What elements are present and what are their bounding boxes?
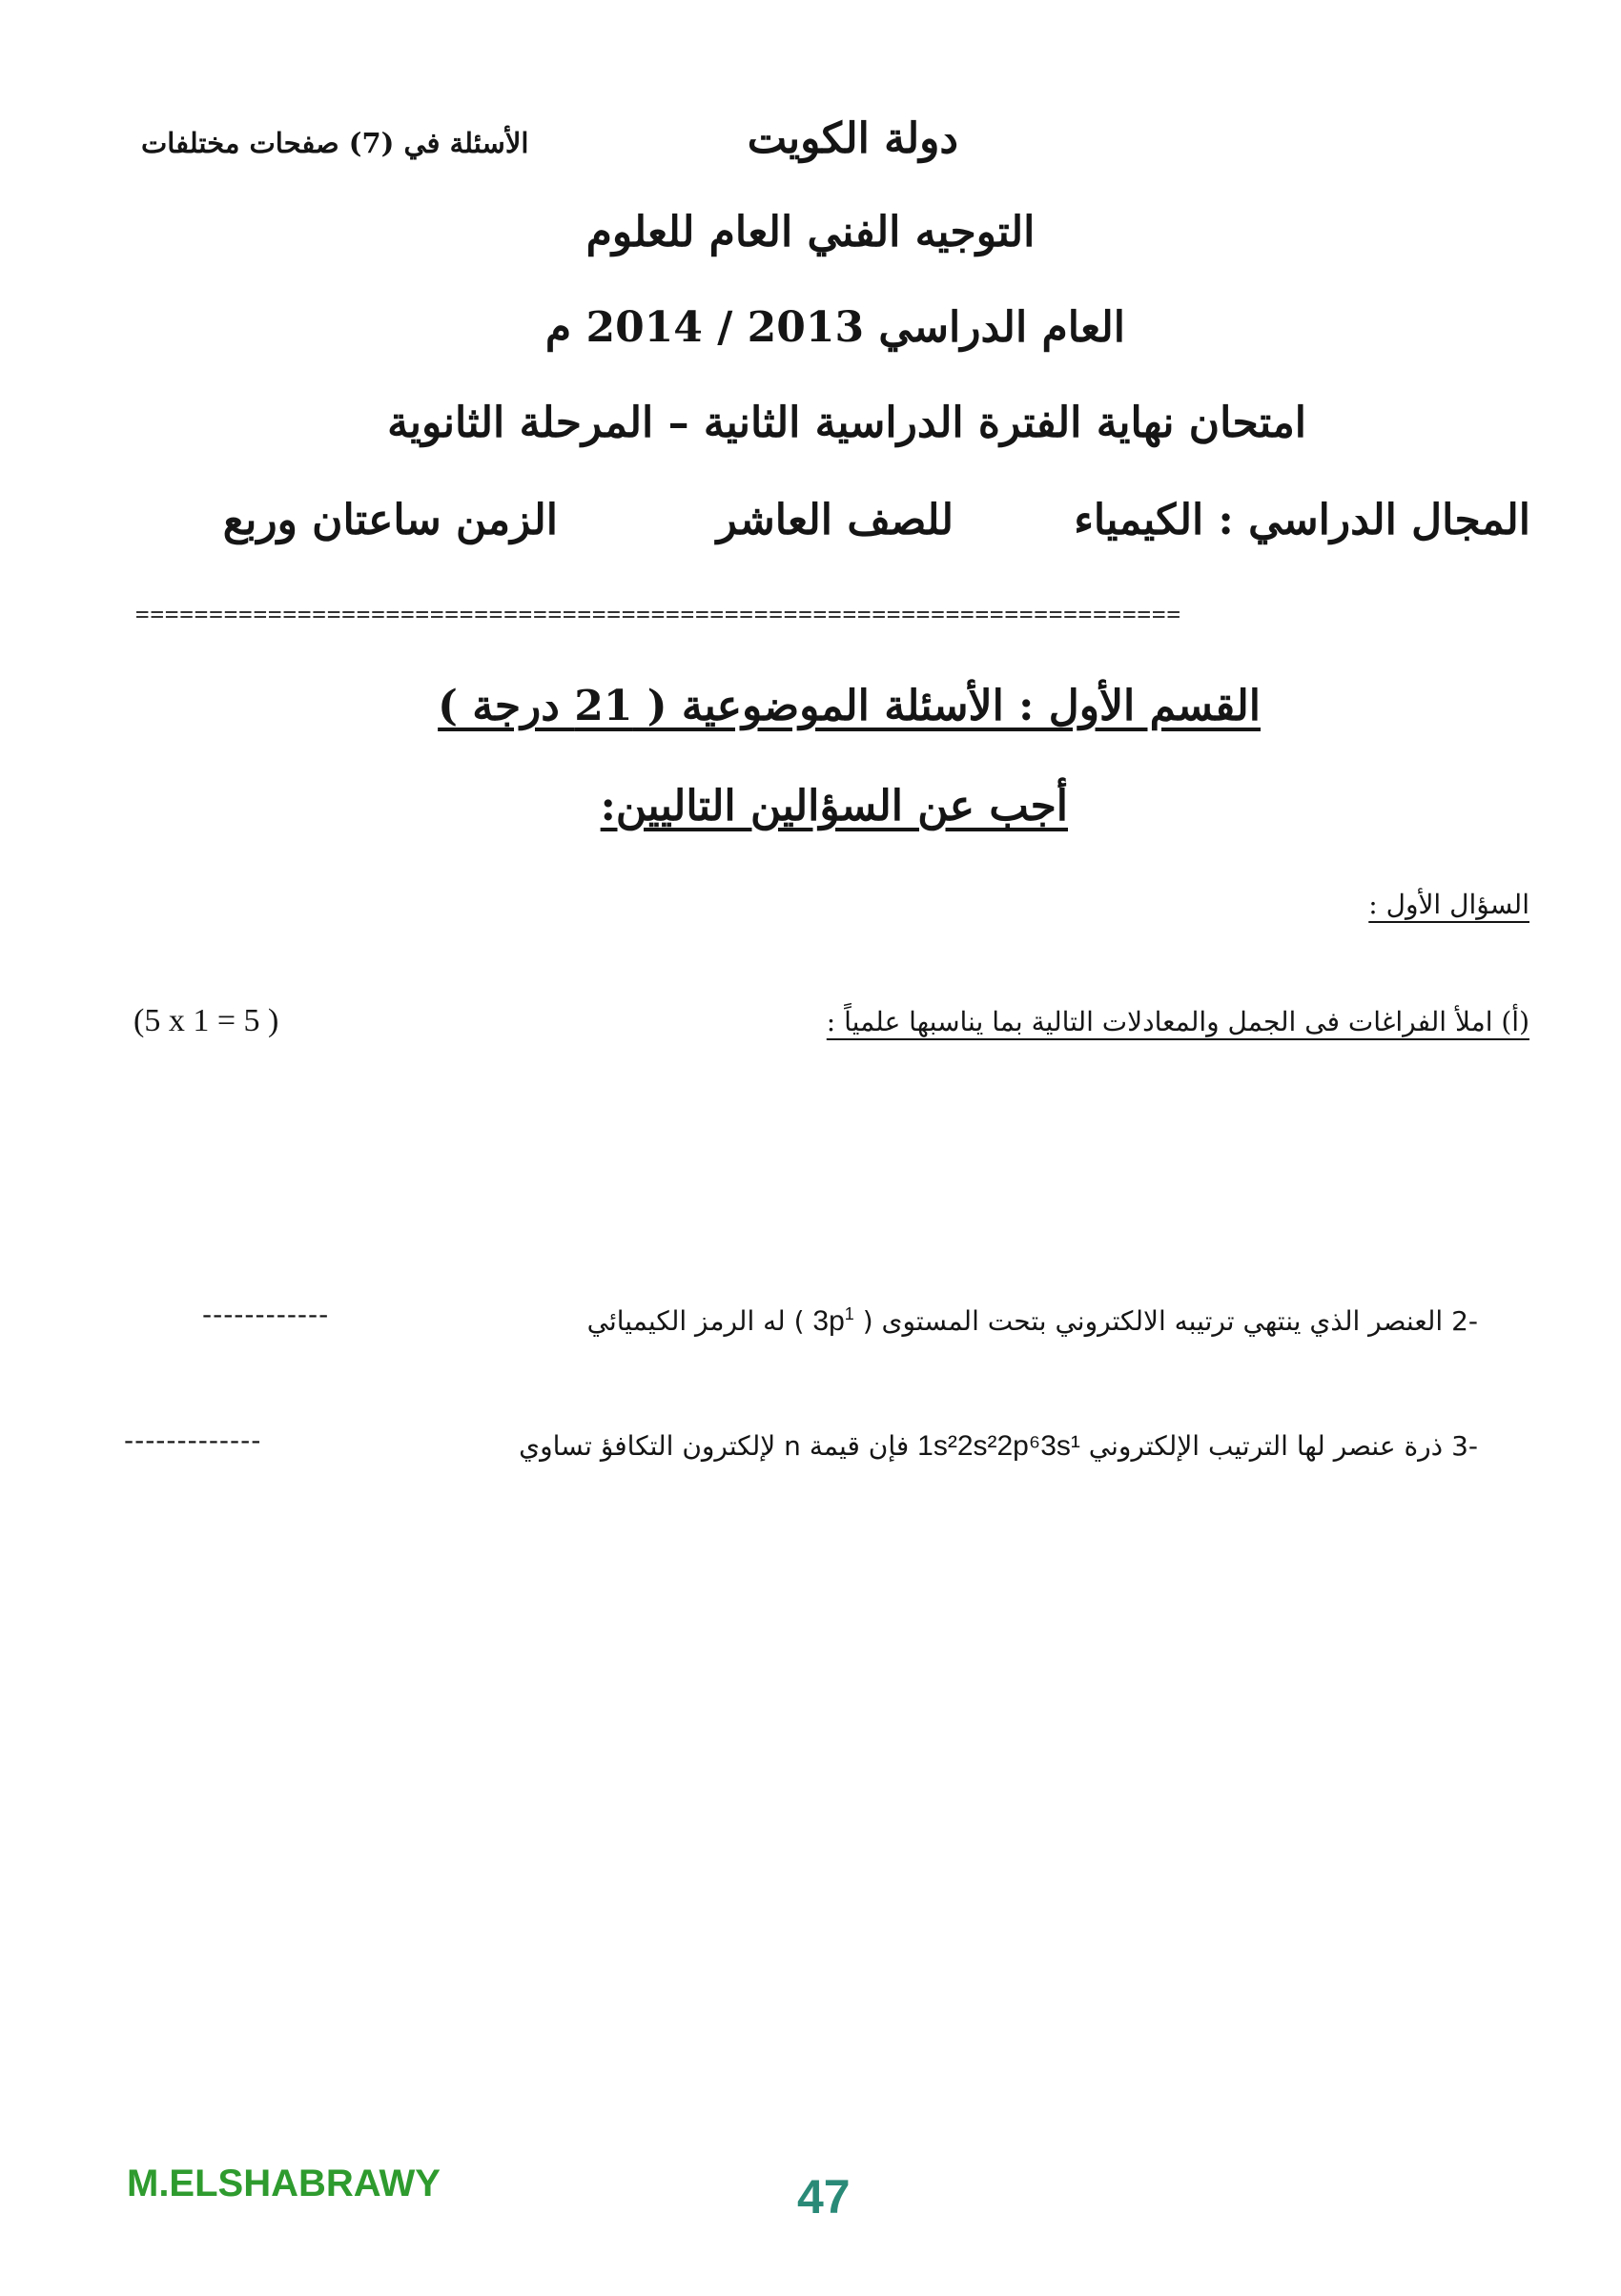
item2-prefix: -2 العنصر الذي ينتهي ترتيبه الالكتروني بتحت المستوى ( bbox=[862, 1305, 1478, 1337]
section-title: القسم الأول : الأسئلة الموضوعية ( 21 درجة ) bbox=[438, 682, 1261, 730]
item3-prefix: -3 ذرة عنصر لها الترتيب الإلكتروني bbox=[1088, 1430, 1478, 1462]
department-title: التوجيه الفني العام للعلوم bbox=[585, 208, 1036, 256]
question-points: (5 x 1 = 5 ) bbox=[133, 1003, 279, 1038]
question-item-3 bbox=[519, 1430, 1478, 1463]
separator-line: ======================================================================= bbox=[135, 601, 1181, 627]
country-name: دولة الكويت bbox=[747, 114, 958, 163]
item2-config: $3p^1$ bbox=[812, 1304, 854, 1337]
answer-blank-3: ------------- bbox=[124, 1425, 262, 1456]
item2-suffix: ) له الرمز الكيميائي bbox=[586, 1305, 805, 1337]
page-number: 47 bbox=[797, 2170, 851, 2224]
subject-field: المجال الدراسي : الكيمياء bbox=[1074, 496, 1530, 544]
question-item-2 bbox=[587, 1304, 1478, 1338]
exam-duration: الزمن ساعتان وربع bbox=[222, 496, 558, 544]
author-signature: M.ELSHABRAWY bbox=[127, 2163, 441, 2204]
answer-blank-2: ------------ bbox=[202, 1299, 330, 1330]
item3-suffix: فإن قيمة n لإلكترون التكافؤ تساوي bbox=[519, 1430, 910, 1462]
section-instruction: أجب عن السؤالين التاليين: bbox=[600, 782, 1068, 830]
item3-config: 1s²2s²2p⁶3s¹ bbox=[917, 1430, 1080, 1462]
pages-note: الأسئلة في (7) صفحات مختلفات bbox=[141, 127, 529, 159]
grade-level: للصف العاشر bbox=[716, 496, 954, 544]
question-instruction: (أ) املأ الفراغات فى الجمل والمعادلات التالية بما يناسبها علمياً : bbox=[826, 1006, 1529, 1037]
question-title: السؤال الأول : bbox=[1368, 889, 1529, 920]
academic-year: العام الدراسي 2013 / 2014 م bbox=[544, 303, 1125, 352]
exam-title: امتحان نهاية الفترة الدراسية الثانية – المرحلة الثانوية bbox=[387, 399, 1306, 447]
